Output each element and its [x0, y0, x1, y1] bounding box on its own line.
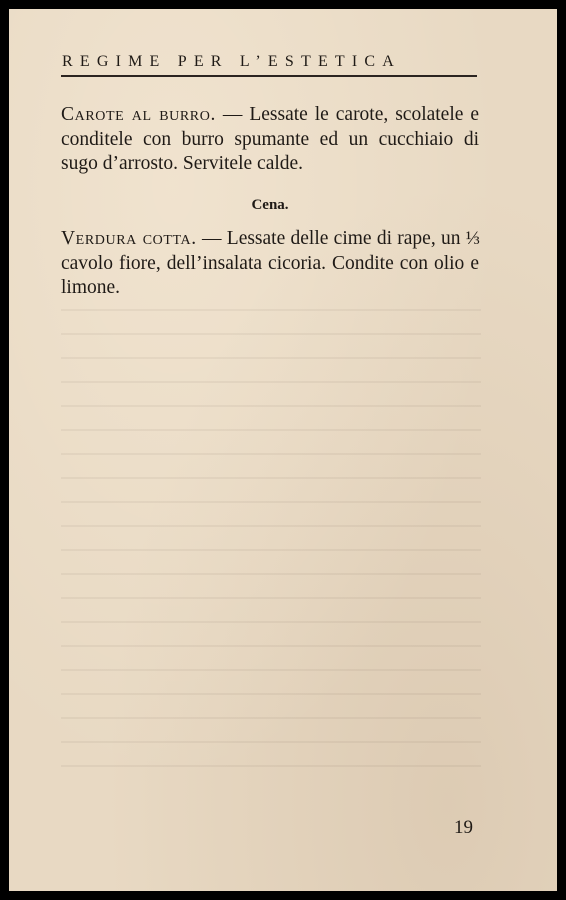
- recipe-text: Lessate le carote, scolatele e conditele con burro spumante ed un cucchiaio di sugo d’arrosto. Servitele calde.: [61, 104, 480, 174]
- fraction-one-third: ⅓: [465, 228, 480, 249]
- recipe-name: Carote al burro.: [61, 104, 216, 125]
- running-title: REGIME PER L’ESTETICA: [62, 53, 402, 70]
- recipe-carote-al-burro: [61, 103, 479, 177]
- recipe-name: Verdura cotta.: [61, 228, 197, 249]
- recipe-text-part2: cavolo fiore, dell’insalata cicoria. Condite con olio e limone.: [61, 252, 479, 298]
- section-title-cena: Cena.: [251, 197, 289, 213]
- recipe-text-part1: Lessate delle cime di rape, un: [226, 228, 466, 249]
- em-dash: —: [196, 228, 227, 249]
- book-page: [9, 9, 557, 891]
- recipe-verdura-cotta: [61, 227, 479, 301]
- show-through-texture: [61, 309, 481, 789]
- page-number: 19: [454, 817, 473, 838]
- em-dash: —: [215, 104, 250, 125]
- header-rule: [61, 75, 477, 77]
